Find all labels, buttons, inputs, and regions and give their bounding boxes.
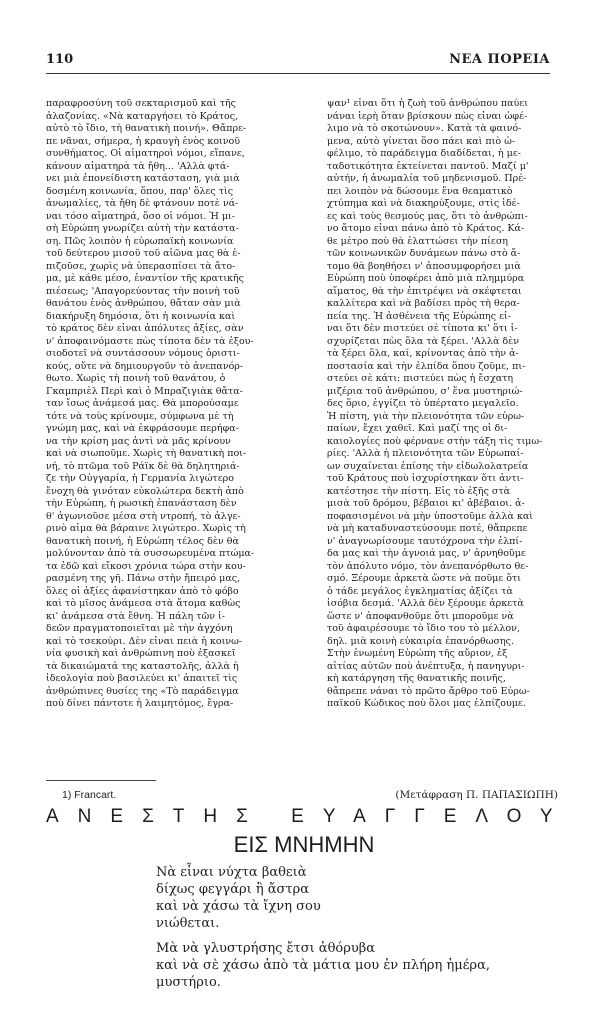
article-text-line: θ' ἀγωνιοῦσε μέσα στὴ ντροπή, τὸ ἀλγε- bbox=[46, 510, 241, 522]
article-text-line: πει λοιπὸν νὰ δώσουμε ἕνα θεαματικὸ bbox=[327, 185, 513, 197]
poem-stanza bbox=[156, 864, 490, 932]
article-text-line: νή, τὸ πτῶμα τοῦ Ράϊκ δὲ θὰ δηλητηριά- bbox=[46, 460, 240, 472]
article-text-line: ὁ τάδε μεγάλος ἐγκληματίας ἀξίζει τὰ bbox=[327, 585, 513, 597]
footnote: 1) Francart. bbox=[62, 789, 117, 801]
article-text-line: στεύει σὲ κάτι: πιστεύει πὼς ἡ ἔσχατη bbox=[327, 373, 514, 384]
article-text-line: ὅλες οἱ ἀξίες ἀφανίστηκαν ἀπὸ τὸ φόβο bbox=[46, 585, 239, 597]
article-text-line: αὐτὸ τὸ ἴδιο, τὴ θανατικὴ ποινή». Θἄπρε- bbox=[46, 123, 247, 134]
page-header bbox=[46, 52, 550, 72]
article-text-line: δες ὅριο, ἐγγίζει τὸ ὑπέρτατο μεγαλεῖο. bbox=[327, 398, 519, 409]
article-right-column bbox=[327, 98, 545, 711]
journal-title: ΝΕΑ ΠΟΡΕΙΑ bbox=[449, 52, 550, 67]
article-text-line: ν' ἀναγνωρίσουμε ταυτόχρονα τὴν ἐλπί- bbox=[327, 535, 523, 547]
article-text-line: νο ἄτομο εἶναι πάνω ἀπὸ τὸ Κράτος. Κά- bbox=[327, 223, 525, 234]
article-text-line: Στὴν ἑνωμένη Εὐρώπη τῆς αὔριον, ἐξ bbox=[327, 648, 508, 659]
article-text-line: νάναι ἱερὴ ὅταν βρίσκουν πὼς εἶναι ὠφέ- bbox=[327, 110, 528, 122]
article-text-line: τοῦ Κράτους ποὺ ἰσχυρίστηκαν ὅτι ἀντι- bbox=[327, 473, 524, 484]
article-text-line: γνώμη μας, καὶ νὰ ἐκφράσουμε περήφα- bbox=[46, 423, 239, 434]
article-text-line: ναι τόσο αἱματηρά, ὅσο οἱ νόμοι. Ἡ μι- bbox=[46, 210, 235, 222]
poem-line: καὶ νὰ σὲ χάσω ἀπὸ τὰ μάτια μου ἐν πλήρη ἡμέρα, bbox=[156, 958, 490, 973]
article-text-line: αἵματος, θὰ τὴν ἐπιτρέψει νὰ σκέφτεται bbox=[327, 285, 522, 297]
article-text-line: τὴν Εὐρώπη, ἡ ρωσικὴ ἐπανάσταση δὲν bbox=[46, 498, 237, 509]
poem-line: νιώθεται. bbox=[156, 916, 220, 931]
article-text-line: ν' ἀποφαινόμαστε πὼς τίποτα δὲν τὰ ἐξου- bbox=[46, 335, 254, 347]
article-text-line: νὰ μὴ καταδυναστεύσουμε ποτέ, θἄπρεπε bbox=[327, 523, 528, 534]
article-text-line: ποστασία καὶ τὴν ἐλπίδα ὅπου ζοῦμε, πι- bbox=[327, 360, 526, 372]
translator-credit: (Μετάφραση Π. ΠΑΠΑΣΙΩΠΗ) bbox=[395, 789, 558, 801]
article-text-line: ρασμένη της γῆ. Πάνω στὴν ἤπειρό μας, bbox=[46, 573, 241, 584]
article-text-line: ναι ὅτι δὲν πιστεύει σὲ τίποτα κι' ὅτι ἰ- bbox=[327, 323, 518, 334]
poem-body bbox=[156, 864, 490, 991]
article-text-line: παίων, ἔχει χαθεῖ. Καὶ μαζί της οἱ δι- bbox=[327, 423, 508, 434]
poem-line: δίχως φεγγάρι ἢ ἄστρα bbox=[156, 882, 310, 897]
article-text-line: πιζοῦσε, χωρὶς νὰ ὑπερασπίσει τὰ ἄτο- bbox=[46, 260, 236, 272]
article-text-line: ἀνθρώπινες θυσίες της «Τὸ παράδειγμα bbox=[46, 685, 239, 697]
article-text-line: πε νᾶναι, σήμερα, ἡ κραυγὴ ἑνὸς κοινοῦ bbox=[46, 135, 241, 147]
article-text-line: ψαν¹ εἶναι ὅτι ἡ ζωὴ τοῦ ἀνθρώπου παύει bbox=[327, 98, 528, 109]
poem-author: ΑΝΕΣΤΗΣ ΕΥΑΓΓΕΛΟΥ bbox=[46, 806, 572, 827]
article-text-line: ἀνωμαλίες, τὰ ἤθη δὲ φτάνουν ποτὲ νά- bbox=[46, 198, 239, 209]
article-text-line: δα μας καὶ τὴν ἀγνοιά μας, ν' ἀρνηθοῦμε bbox=[327, 548, 526, 559]
article-text-line: ση. Πῶς λοιπὸν ἡ εὐρωπαϊκὴ κοινωνία bbox=[46, 235, 234, 247]
article-text-line: μιζέρια τοῦ ἀνθρώπου, σ' ἕνα μυστηριώ- bbox=[327, 385, 523, 397]
article-text-line: καὶ τὸ μῖσος ἀνάμεσα στὰ ἄτομα καθὼς bbox=[46, 598, 241, 609]
article-text-line: ταδοτικότητα ἐκτείνεται παντοῦ. Μαζί μ' bbox=[327, 160, 529, 172]
article-text-line: δοσμένη κοινωνία, ὅπου, παρ' ὅλες τὶς bbox=[46, 185, 234, 197]
article-text-line: Εὐρώπη ποὺ ὑποφέρει ἀπὸ μιὰ πλημμύρα bbox=[327, 273, 525, 284]
article-text-line: δηλ. μιὰ κοινὴ εὐκαιρία ἐπανόρθωσης. bbox=[327, 635, 515, 647]
poem-line: μυστήριο. bbox=[156, 975, 221, 990]
poem-line: Νὰ εἶναι νύχτα βαθειὰ bbox=[156, 865, 307, 880]
article-text-line: θἄπρεπε νάναι τὸ πρῶτο ἄρθρο τοῦ Εὐρω- bbox=[327, 685, 530, 697]
article-text-line: νει μιὰ ἐπονείδιστη κατάσταση, γιὰ μιὰ bbox=[46, 173, 240, 184]
article-text-line: μισὰ τοῦ δρόμου, βέβαιοι κι' ἀβέβαιοι. ἀ- bbox=[327, 498, 525, 509]
article-text-line: σὴ Εὐρώπη γνωρίζει αὐτὴ τὴν κατάστα- bbox=[46, 223, 239, 234]
article-text-line: ἰδεολογία ποὺ βασιλεύει κι' ἀπαιτεῖ τὶς bbox=[46, 673, 238, 684]
article-text-line: τοῦ ἀφαιρέσουμε τὸ ἴδιο του τὸ μέλλον, bbox=[327, 623, 520, 634]
article-text-line: τὸν ἀπόλυτο νόμο, τὸν ἀνεπανόρθωτο θε- bbox=[327, 560, 529, 572]
article-text-line: μολύνονταν ἀπὸ τὰ συσσωρευμένα πτώμα- bbox=[46, 548, 255, 559]
article-text-line: παραφροσύνη τοῦ σεκταρισμοῦ καὶ τῆς bbox=[46, 98, 236, 109]
article-text-line: παϊκοῦ Κώδικος ποὺ ὅλοι μας ἐλπίζουμε. bbox=[327, 698, 526, 709]
article-text-line: τὰ ξέρει ὅλα, καί, κρίνοντας ἀπὸ τὴν ἀ- bbox=[327, 348, 519, 359]
article-text-line: ὥστε ν' ἀποφανθοῦμε ὅτι μποροῦμε νὰ bbox=[327, 610, 514, 622]
article-text-line: καλλίτερα καὶ νὰ βαδίσει πρὸς τὴ θερα- bbox=[327, 298, 520, 309]
footnote-rule bbox=[46, 780, 156, 781]
article-text-line: σιοδοτεῖ νὰ συντάσσουν νόμους ὁριστι- bbox=[46, 348, 240, 359]
poem-line: καὶ νὰ χάσω τὰ ἴχνη σου bbox=[156, 899, 321, 914]
article-text-line: πεία της. Ἡ ἀσθένεια τῆς Εὐρώπης εἶ- bbox=[327, 310, 511, 322]
article-text-line: ων συχαίνεται ἐπίσης τὴν εἰδωλολατρεία bbox=[327, 460, 529, 472]
article-text-line: πιέσεως; 'Απαγορεύοντας τὴν ποινὴ τοῦ bbox=[46, 285, 240, 297]
poem-title: ΕΙΣ ΜΝΗΜΗΝ bbox=[233, 832, 375, 857]
article-text-line: κάνουν αἱματηρὰ τὰ ἤθη... 'Αλλὰ φτά- bbox=[46, 160, 230, 172]
article-text-line: θανάτου ἑνὸς ἀνθρώπου, θἄταν σὰν μιὰ bbox=[46, 298, 241, 309]
article-text-line: μενα, αὐτὸ γίνεται ὅσο πάει καὶ πιὸ ὠ- bbox=[327, 135, 516, 147]
page-number: 110 bbox=[46, 52, 74, 67]
article-text-line: τὰ δικαιώματά της καταστολῆς, ἀλλὰ ἡ bbox=[46, 660, 239, 672]
article-text-line: καιολογίες ποὺ φέρνανε στὴν τάξη τὶς τιμω- bbox=[327, 435, 543, 447]
article-text-line: κούς, οὔτε νὰ δημιουργοῦν τὸ ἀνεπανόρ- bbox=[46, 360, 244, 372]
article-text-line: συνθήματος. Οἱ αἱματηροὶ νόμοι, εἴπανε, bbox=[46, 148, 245, 159]
article-text-line: ἰσόβια δεσμά. 'Αλλὰ δὲν ξέρουμε ἀρκετὰ bbox=[327, 598, 524, 609]
poem-stanza bbox=[156, 940, 490, 991]
article-text-line: ζε τὴν Οὐγγαρία, ἡ Γερμανία λιγώτερο bbox=[46, 473, 234, 484]
article-text-line: νία φυσικὴ καὶ ἀνθρώπινη ποὺ ἐξασκεῖ bbox=[46, 648, 236, 659]
article-text-line: ρινὸ αἷμα θὰ βάραινε λιγώτερο. Χωρὶς τὴ bbox=[46, 523, 246, 534]
stanza-gap bbox=[156, 932, 490, 940]
article-text-line: ποφασισμένοι νὰ μὴν ὑποστοῦμε ἀλλὰ καὶ bbox=[327, 510, 533, 522]
article-text-line: τοῦ δεύτερου μισοῦ τοῦ αἰῶνα μας θὰ ἐ- bbox=[46, 248, 241, 259]
article-text-line: φέλιμο, τὸ παράδειγμα διαδίδεται, ἡ με- bbox=[327, 148, 521, 159]
article-text-line: τότε νὰ τοὺς κρίνουμε, σύμφωνα μὲ τὴ bbox=[46, 410, 234, 422]
article-text-line: θε μέτρο ποὺ θὰ ἐλαττώσει τὴν πίεση bbox=[327, 235, 509, 247]
article-text-line: κατέστησε τὴν πίστη. Εἶς τὸ ἑξῆς στὰ bbox=[327, 485, 511, 497]
article-text-line: ἀλαζονίας. «Νὰ καταργήσει τὸ Κράτος, bbox=[46, 110, 239, 122]
article-text-line: χτύπημα καὶ νὰ διακηρύξουμε, στὶς ἰδέ- bbox=[327, 198, 520, 209]
article-text-line: ποὺ δίνει πάντοτε ἡ λαιμητόμος, ἔγρα- bbox=[46, 698, 234, 709]
article-text-line: ταν ἴσως ἀνάμεσά μας. Θὰ μπορούσαμε bbox=[46, 398, 239, 409]
article-text-line: καὶ νὰ σιωποῦμε. Χωρὶς τὴ θανατικὴ ποι- bbox=[46, 448, 247, 459]
article-left-column bbox=[46, 98, 264, 711]
article-text-line: τὸ κράτος δὲν εἶναι ἀπόλυτες ἀξίες, σὰν bbox=[46, 323, 244, 334]
article-text-line: Ἡ πίστη, γιὰ τὴν πλειονότητα τῶν εὐρω- bbox=[327, 410, 525, 422]
article-text-line: κι' ἀνάμεσα στὰ ἔθνη. Ἡ πάλη τῶν ἰ- bbox=[46, 610, 225, 622]
article-text-line: δεῶν πραγματοποιεῖται μὲ τὴν ἀγχόνη bbox=[46, 623, 233, 634]
article-text-line: ες καὶ τοὺς θεσμούς μας, ὅτι τὸ ἀνθρώπι- bbox=[327, 210, 528, 222]
article-text-line: λιμο νὰ τὸ σκοτώνουν». Κατὰ τὰ φαινό- bbox=[327, 123, 522, 134]
article-text-line: σμό. Ξέρουμε ἀρκετὰ ὥστε νὰ ποῦμε ὅτι bbox=[327, 573, 521, 584]
article-text-line: αἰτίας αὐτῶν ποὺ ἀνέπτυξα, ἡ πανηγυρι- bbox=[327, 660, 525, 672]
article-text-line: ἔνοχη θὰ γινόταν εὐκολώτερα δεκτὴ ἀπὸ bbox=[46, 485, 244, 497]
poem-line: Μὰ νὰ γλυστρήσης ἔτσι ἀθόρυβα bbox=[156, 941, 376, 956]
article-text-line: τομο θὰ βοηθήσει ν' ἀποσυμφορήσει μιὰ bbox=[327, 260, 521, 272]
article-text-line: ρίες. 'Αλλὰ ἡ πλειονότητα τῶν Εὐρωπαί- bbox=[327, 448, 524, 459]
article-text-line: τῶν κοινωνικῶν δυνάμεων πάνω στὸ ἄ- bbox=[327, 248, 521, 259]
article-text-line: θανατικὴ ποινή, ἡ Εὐρώπη τέλος δὲν θὰ bbox=[46, 535, 239, 547]
article-text-line: θωτο. Χωρὶς τὴ ποινὴ τοῦ θανάτου, ὁ bbox=[46, 373, 226, 384]
article-text-line: μα, μὲ κάθε μέσο, ἐναντίον τῆς κρατικῆς bbox=[46, 273, 244, 284]
article-text-line: διακήρυξη δημόσια, ὅτι ἡ κοινωνία καὶ bbox=[46, 310, 236, 322]
article-text-line: Γκαμπριὲλ Περὶ καὶ ὁ Μπραζιγιὰκ θἄτα- bbox=[46, 385, 243, 397]
header-rule bbox=[46, 73, 550, 74]
article-text-line: αὐτήν, ἡ ἀνωμαλία τοῦ μηδενισμοῦ. Πρέ- bbox=[327, 173, 527, 184]
article-text-line: καὶ τὸ τσεκούρι. Δὲν εἶναι πειὰ ἡ κοινω- bbox=[46, 635, 243, 647]
article-text-line: να τὴν κρίση μας ἀντὶ νὰ μᾶς κρίνουν bbox=[46, 435, 231, 447]
article-text-line: κὴ κατάργηση τῆς θανατικῆς ποινῆς, bbox=[327, 673, 506, 684]
article-text-line: τα ἐδῶ καὶ εἴκοσι χρόνια τώρα στὴν κου- bbox=[46, 560, 246, 572]
article-text-line: σχυρίζεται πὼς ὅλα τὰ ξέρει. 'Αλλὰ δὲν bbox=[327, 335, 519, 347]
